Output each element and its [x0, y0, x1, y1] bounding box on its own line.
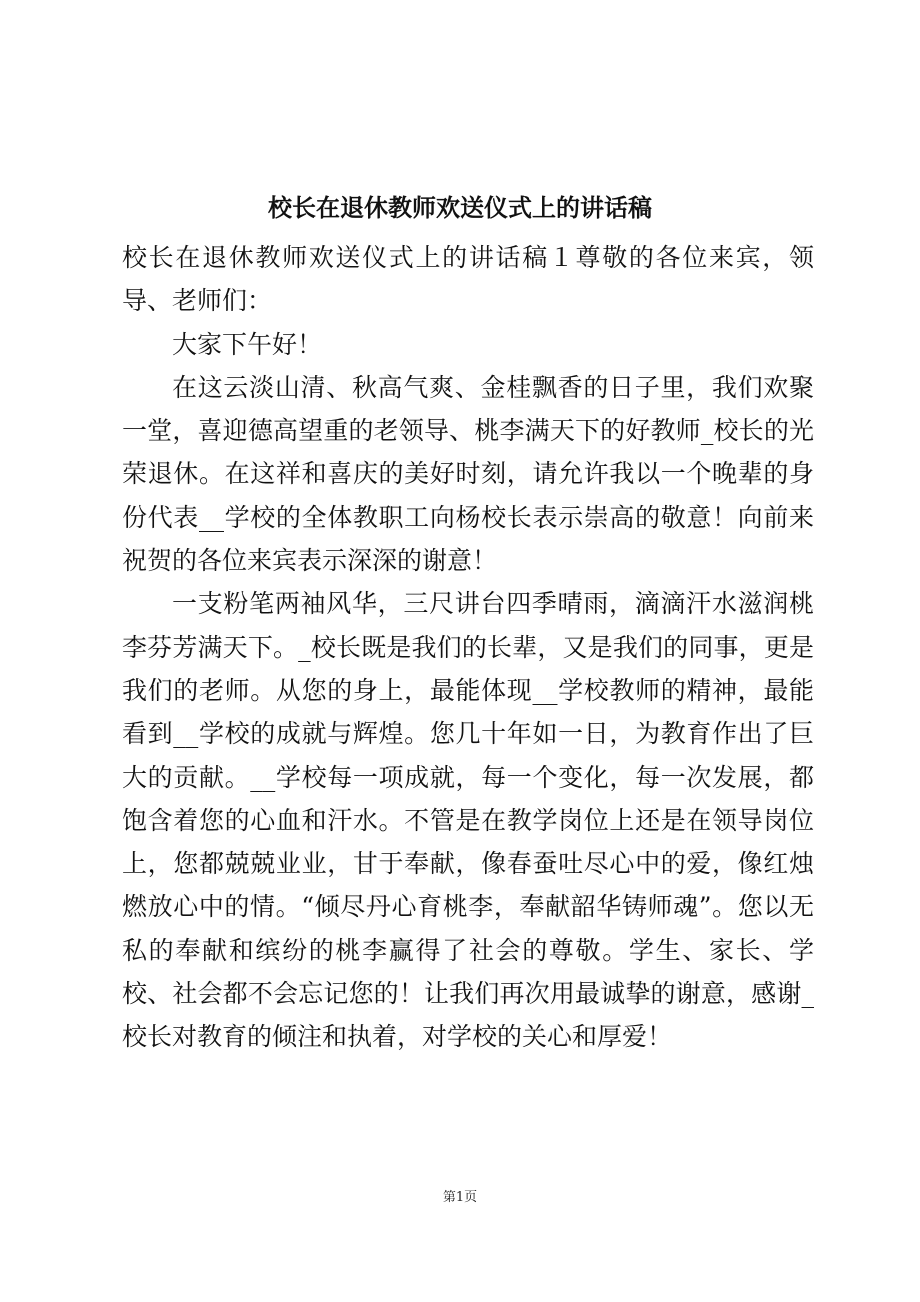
paragraph-welcome: 在这云淡山清、秋高气爽、金桂飘香的日子里，我们欢聚一堂，喜迎德高望重的老领导、桃李满天下的好教师_校长的光荣退休。在这祥和喜庆的美好时刻，请允许我以一个晚辈的身份代表__学校的全体教职工向杨校长表示崇高的敬意！向前来祝贺的各位来宾表示深深的谢意！	[122, 372, 814, 576]
paragraph-greeting-heading: 校长在退休教师欢送仪式上的讲话稿１尊敬的各位来宾，领导、老师们：	[122, 243, 814, 316]
paragraph-tribute: 一支粉笔两袖风华，三尺讲台四季晴雨，滴滴汗水滋润桃李芬芳满天下。_校长既是我们的长辈，又是我们的同事，更是我们的老师。从您的身上，最能体现__学校教师的精神，最能看到__学校的成就与辉煌。您几十年如一日，为教育作出了巨大的贡献。__学校每一项成就，每一个变化，每一次发展，都饱含着您的心血和汗水。不管是在教学岗位上还是在领导岗位上，您都兢兢业业，甘于奉献，像春蚕吐尽心中的爱，像红烛燃放心中的情。“倾尽丹心育桃李，奉献韶华铸师魂”。您以无私的奉献和缤纷的桃李赢得了社会的尊敬。学生、家长、学校、社会都不会忘记您的！让我们再次用最诚挚的谢意，感谢_校长对教育的倾注和执着，对学校的关心和厚爱！	[122, 589, 814, 1052]
paragraph-salutation: 大家下午好！	[172, 329, 323, 359]
document-body	[122, 236, 814, 1059]
document-title: 校长在退休教师欢送仪式上的讲话稿	[268, 193, 652, 222]
page-number: 第1页	[442, 1190, 478, 1205]
